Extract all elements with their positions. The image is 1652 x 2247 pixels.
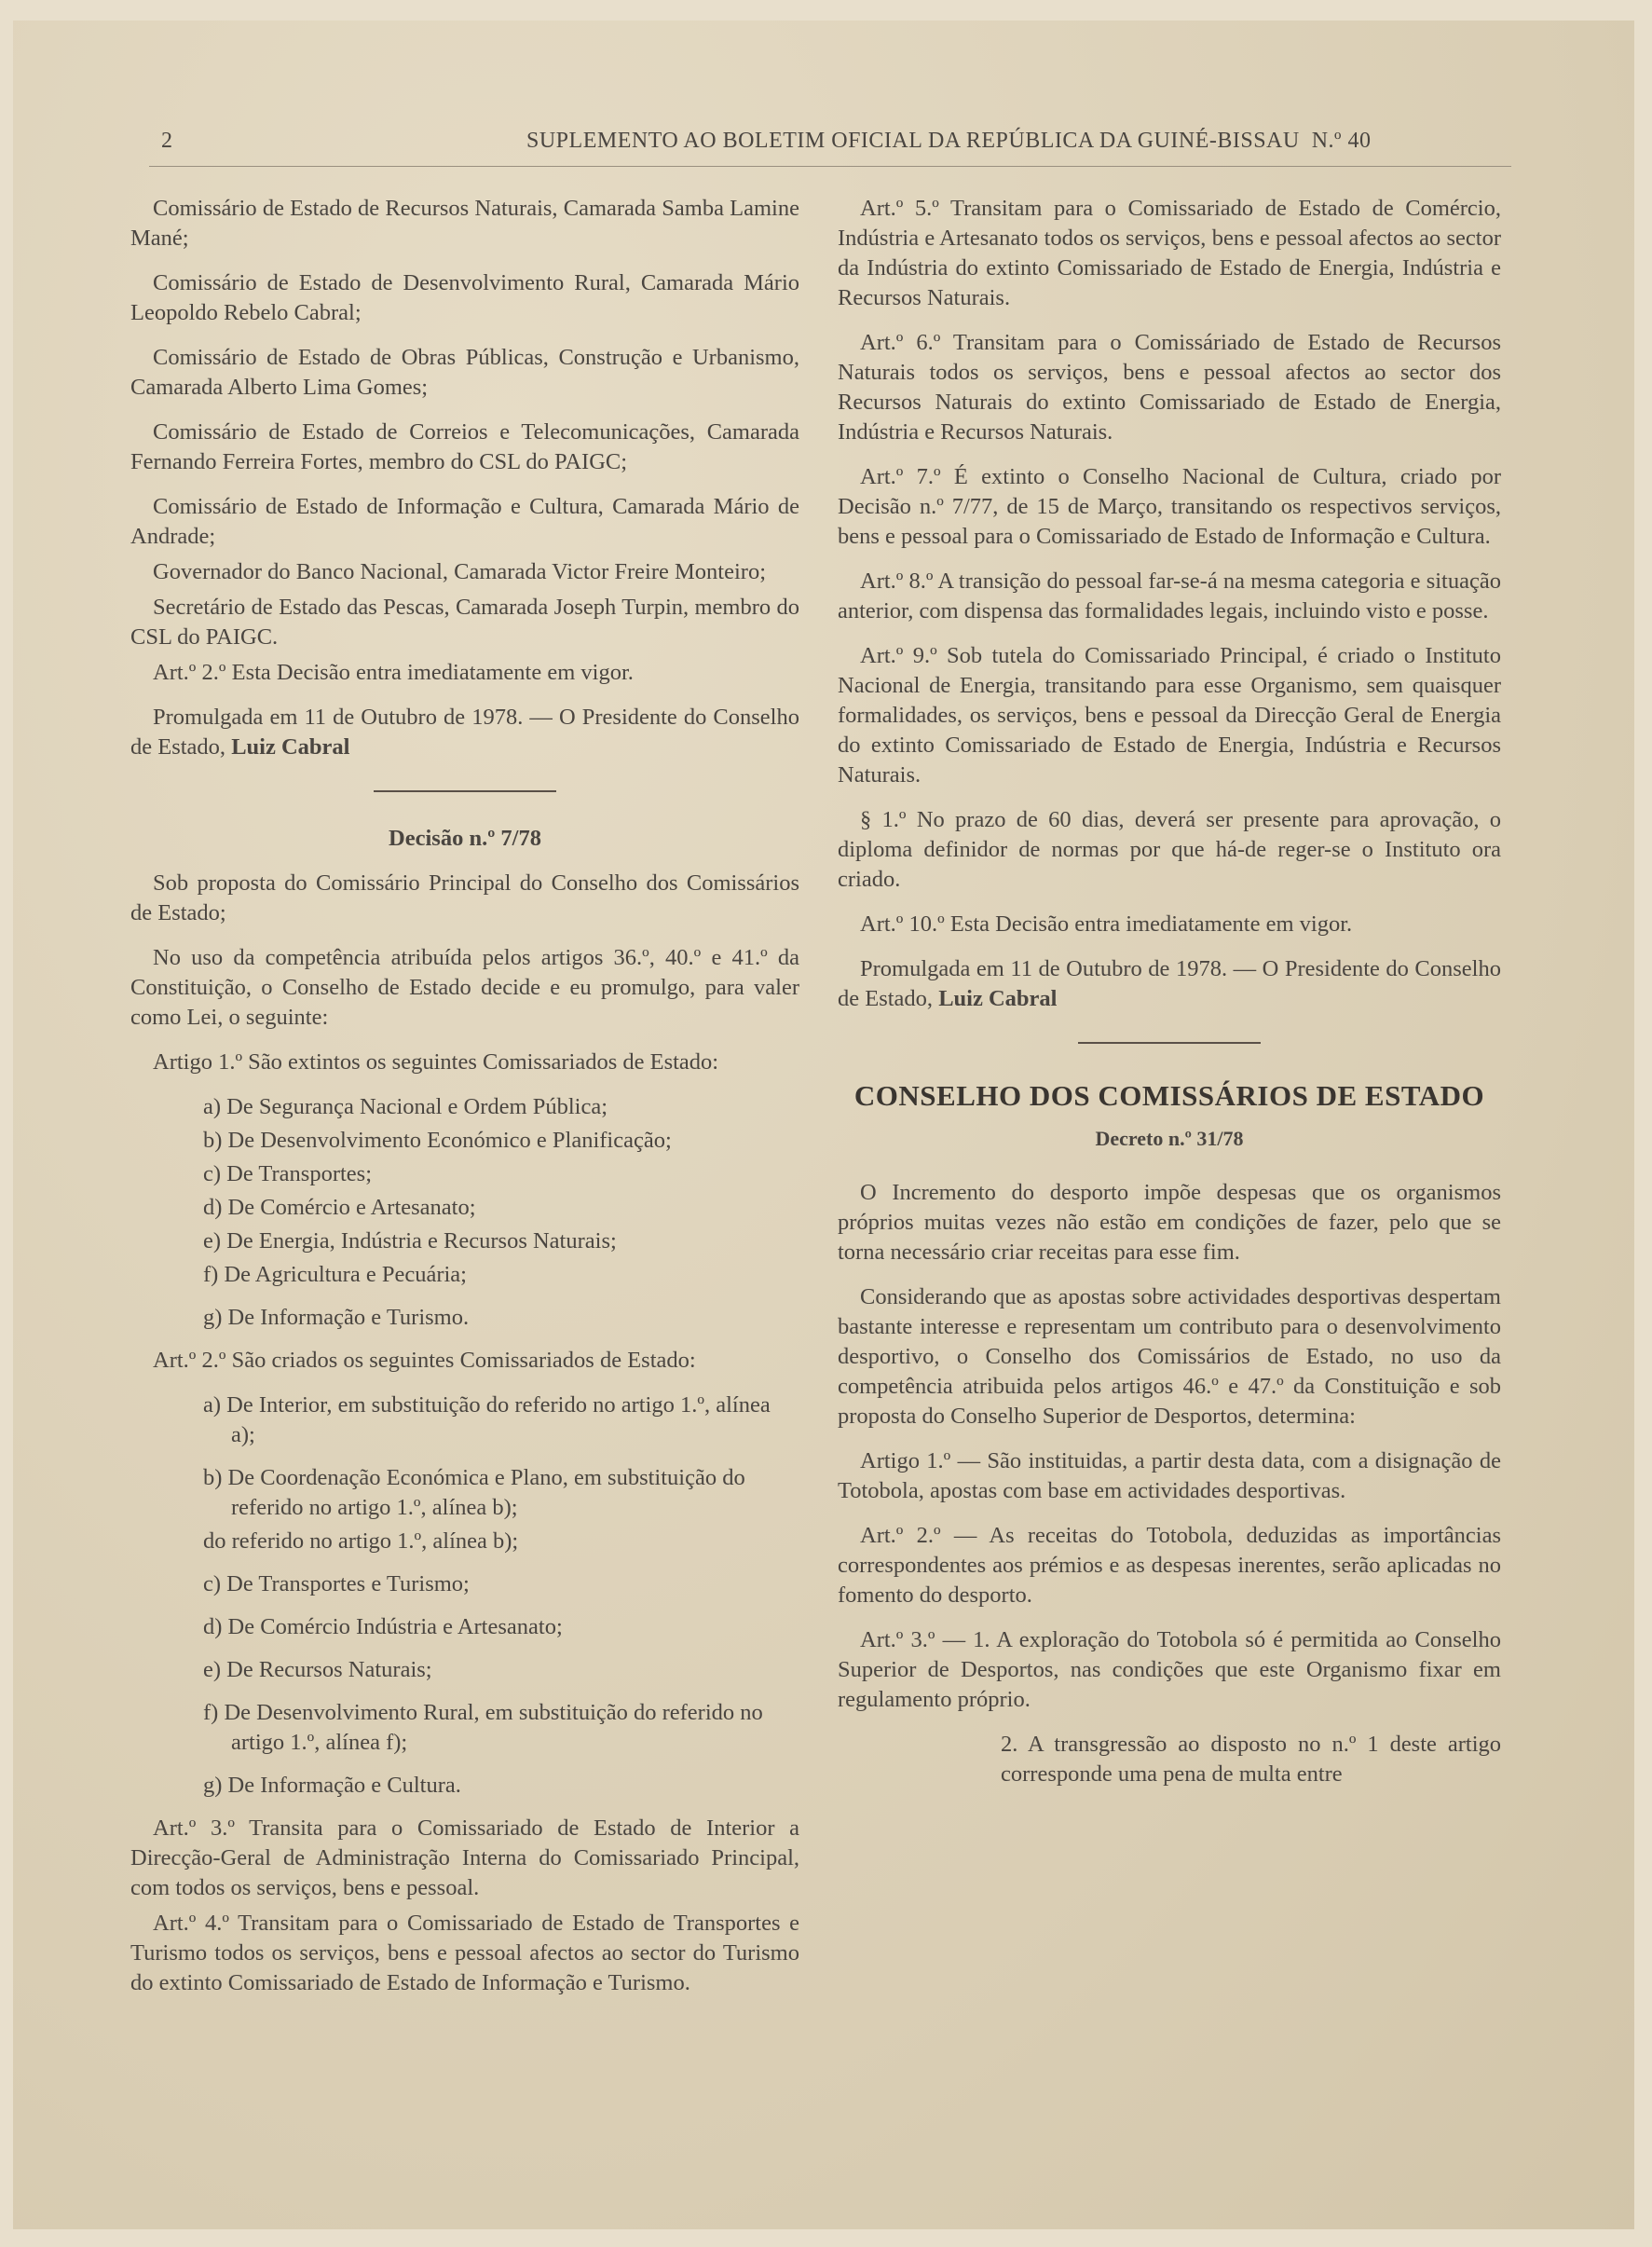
section-divider: [1078, 1042, 1261, 1044]
list-item: g) De Informação e Cultura.: [203, 1773, 461, 1798]
right-column: [838, 194, 1501, 1804]
paragraph: Governador do Banco Nacional, Camarada Victor Freire Monteiro;: [153, 559, 766, 584]
paragraph: 2. A transgressão ao disposto no n.º 1 deste artigo corresponde uma pena de multa entre: [1001, 1732, 1501, 1787]
signatory-name: Luiz Cabral: [231, 734, 350, 760]
paragraph: Art.º 2.º São criados os seguintes Comissariados de Estado:: [153, 1348, 696, 1373]
paragraph: Art.º 9.º Sob tutela do Comissariado Principal, é criado o Instituto Nacional de Energia, transitando para esse Organismo, sem quaisquer formalidades, os serviços, bens e pessoal da Direcção Geral de Energia do extinto Comissariado de Estado de Energia, Indústria e Recursos Naturais.: [838, 643, 1501, 788]
paragraph: Comissário de Estado de Desenvolvimento Rural, Camarada Mário Leopoldo Rebelo Cabral;: [130, 270, 799, 325]
paragraph: Comissário de Estado de Correios e Telecomunicações, Camarada Fernando Ferreira Fortes, membro do CSL do PAIGC;: [130, 419, 799, 474]
list-item: f) De Agricultura e Pecuária;: [203, 1262, 467, 1287]
paragraph: Comissário de Estado de Recursos Naturais, Camarada Samba Lamine Mané;: [130, 196, 799, 251]
paragraph: Secretário de Estado das Pescas, Camarada Joseph Turpin, membro do CSL do PAIGC.: [130, 595, 799, 650]
list-item: c) De Transportes;: [203, 1161, 373, 1186]
list-item: a) De Interior, em substituição do referido no artigo 1.º, alínea a);: [203, 1392, 771, 1447]
list-item: d) De Comércio e Artesanato;: [203, 1195, 476, 1220]
paragraph: Art.º 2.º Esta Decisão entra imediatamente em vigor.: [153, 660, 634, 685]
paragraph: Considerando que as apostas sobre actividades desportivas despertam bastante interesse e representam um contributo para o desenvolvimento desportivo, o Conselho dos Comissários de Estado, no uso da competência atribuida pelos artigos 46.º e 47.º da Constituição e sob proposta do Conselho Superior de Desportos, determina:: [838, 1284, 1501, 1429]
created-commissariats-list: [130, 1391, 799, 1801]
paragraph: § 1.º No prazo de 60 dias, deverá ser presente para aprovação, o diploma definidor de normas por que há-de reger-se o Instituto ora criado.: [838, 807, 1501, 892]
list-item: e) De Energia, Indústria e Recursos Naturais;: [203, 1228, 617, 1254]
section-divider: [374, 790, 556, 792]
list-item: do referido no artigo 1.º, alínea b);: [203, 1528, 519, 1554]
list-item: f) De Desenvolvimento Rural, em substituição do referido no artigo 1.º, alínea f);: [203, 1700, 763, 1755]
list-item: g) De Informação e Turismo.: [203, 1305, 470, 1330]
decision-title: Decisão n.º 7/78: [389, 826, 541, 851]
paragraph: Art.º 6.º Transitam para o Comissáriado de Estado de Recursos Naturais todos os serviços, bens e pessoal afectos ao sector dos Recursos Naturais do extinto Comissariado de Estado de Energia, Indústria e Recursos Naturais.: [838, 330, 1501, 445]
paragraph: Art.º 7.º É extinto o Conselho Nacional de Cultura, criado por Decisão n.º 7/77, de 15 de Março, transitando os respectivos serviços, bens e pessoal para o Comissariado de Estado de Informação e Cultura.: [838, 464, 1501, 549]
paragraph: O Incremento do desporto impõe despesas que os organismos próprios muitas vezes não estão em condições de fazer, pelo que se torna necessário criar receitas para esse fim.: [838, 1180, 1501, 1265]
list-item: c) De Transportes e Turismo;: [203, 1571, 470, 1596]
list-item: e) De Recursos Naturais;: [203, 1657, 432, 1682]
list-item: a) De Segurança Nacional e Ordem Pública;: [203, 1094, 608, 1119]
paragraph: Art.º 4.º Transitam para o Comissariado de Estado de Transportes e Turismo todos os serviços, bens e pessoal afectos ao sector do Turismo do extinto Comissariado de Estado de Informação e Turismo.: [130, 1911, 799, 1995]
paragraph: Art.º 2.º — As receitas do Totobola, deduzidas as importâncias correspondentes aos prémios e as despesas inerentes, serão aplicadas no fomento do desporto.: [838, 1523, 1501, 1608]
list-item: b) De Coordenação Económica e Plano, em substituição do referido no artigo 1.º, alínea b);: [203, 1465, 745, 1520]
paragraph: Art.º 3.º Transita para o Comissariado de Estado de Interior a Direcção-Geral de Administração Interna do Comissariado Principal, com todos os serviços, bens e pessoal.: [130, 1815, 799, 1900]
paragraph: Art.º 8.º A transição do pessoal far-se-á na mesma categoria e situação anterior, com dispensa das formalidades legais, incluindo visto e posse.: [838, 569, 1501, 623]
page-header: [154, 129, 1507, 166]
extinct-commissariats-list: [130, 1092, 799, 1333]
list-item: b) De Desenvolvimento Económico e Planificação;: [203, 1128, 672, 1153]
promulgation: Promulgada em 11 de Outubro de 1978. — O Presidente do Conselho de Estado, Luiz Cabral: [838, 956, 1501, 1011]
list-item: d) De Comércio Indústria e Artesanato;: [203, 1614, 563, 1639]
left-column: [130, 194, 799, 2013]
decree-title: Decreto n.º 31/78: [1095, 1127, 1244, 1150]
paragraph: Comissário de Estado de Informação e Cultura, Camarada Mário de Andrade;: [130, 494, 799, 549]
paragraph: Art.º 3.º — 1. A exploração do Totobola só é permitida ao Conselho Superior de Desportos, nas condições que este Organismo fixar em regulamento próprio.: [838, 1627, 1501, 1712]
header-rule: [149, 166, 1511, 167]
section-title: CONSELHO DOS COMISSÁRIOS DE ESTADO: [853, 1079, 1485, 1112]
signatory-name: Luiz Cabral: [938, 986, 1058, 1011]
page-number: 2: [161, 129, 173, 153]
promulgation: Promulgada em 11 de Outubro de 1978. — O Presidente do Conselho de Estado, Luiz Cabral: [130, 705, 799, 760]
paragraph: Artigo 1.º São extintos os seguintes Comissariados de Estado:: [153, 1049, 719, 1075]
paragraph: Art.º 5.º Transitam para o Comissariado de Estado de Comércio, Indústria e Artesanato todos os serviços, bens e pessoal afectos ao sector da Indústria do extinto Comissariado de Estado de Energia, Indústria e Recursos Naturais.: [838, 196, 1501, 310]
paragraph: Artigo 1.º — São instituidas, a partir desta data, com a disignação de Totobola, apostas com base em actividades desportivas.: [838, 1448, 1501, 1503]
paragraph: Comissário de Estado de Obras Públicas, Construção e Urbanismo, Camarada Alberto Lima Gomes;: [130, 345, 799, 400]
issue-number: N.º 40: [1311, 129, 1372, 153]
paragraph: No uso da competência atribuída pelos artigos 36.º, 40.º e 41.º da Constituição, o Conselho de Estado decide e eu promulgo, para valer como Lei, o seguinte:: [130, 945, 799, 1030]
paragraph: Sob proposta do Comissário Principal do Conselho dos Comissários de Estado;: [130, 870, 799, 925]
running-title: SUPLEMENTO AO BOLETIM OFICIAL DA REPÚBLICA DA GUINÉ-BISSAU N.º 40: [526, 129, 1372, 153]
paragraph: Art.º 10.º Esta Decisão entra imediatamente em vigor.: [860, 911, 1353, 937]
